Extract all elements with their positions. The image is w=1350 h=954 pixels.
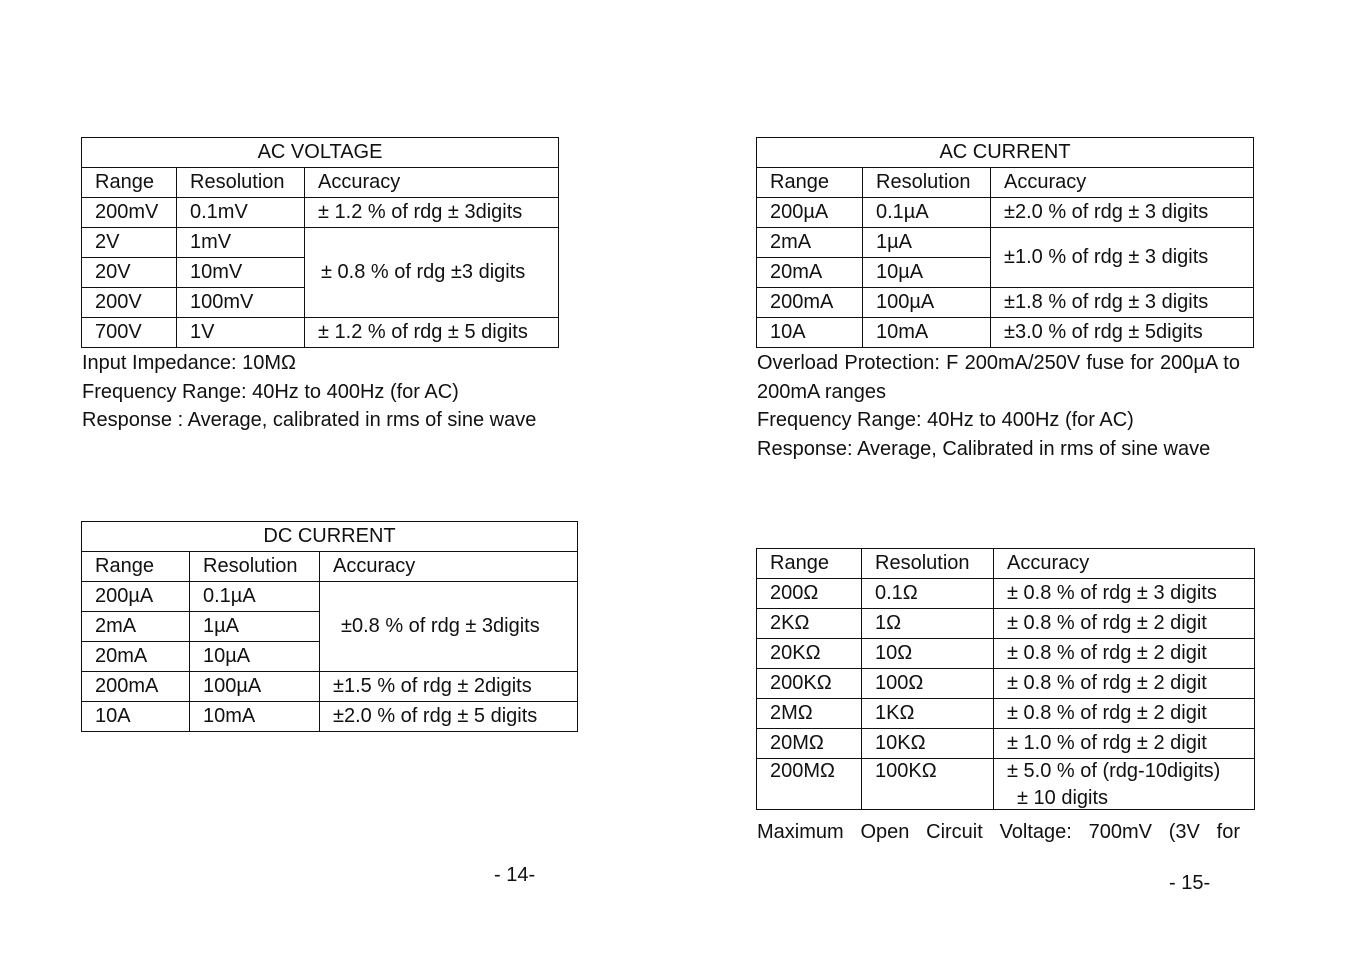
column-header-resolution: Resolution bbox=[862, 549, 994, 579]
column-header-range: Range bbox=[757, 549, 862, 579]
table-row bbox=[757, 198, 1254, 228]
resolution-cell: 1mV bbox=[177, 228, 305, 258]
range-cell: 700V bbox=[82, 318, 177, 348]
resolution-cell: 1V bbox=[177, 318, 305, 348]
table-row bbox=[757, 228, 1254, 258]
resolution-cell: 10µA bbox=[190, 642, 320, 672]
range-cell: 2mA bbox=[82, 612, 190, 642]
accuracy-cell: ± 0.8 % of rdg ± 3 digits bbox=[994, 579, 1255, 609]
range-cell: 200mA bbox=[757, 288, 863, 318]
range-cell: 200Ω bbox=[757, 579, 862, 609]
accuracy-cell: ± 0.8 % of rdg ±3 digits bbox=[305, 228, 559, 318]
accuracy-line: ± 10 digits bbox=[1017, 787, 1109, 809]
accuracy-cell: ±1.8 % of rdg ± 3 digits bbox=[991, 288, 1254, 318]
resolution-cell: 100µA bbox=[190, 672, 320, 702]
accuracy-cell bbox=[994, 759, 1255, 810]
range-cell: 2KΩ bbox=[757, 609, 862, 639]
table-row bbox=[757, 729, 1255, 759]
page-number-right: - 15- bbox=[1169, 872, 1211, 894]
range-cell: 20KΩ bbox=[757, 639, 862, 669]
ac-current-table bbox=[756, 137, 1254, 348]
ac-current-notes bbox=[757, 349, 1240, 464]
table-title: DC CURRENT bbox=[82, 522, 578, 552]
accuracy-cell: ±3.0 % of rdg ± 5digits bbox=[991, 318, 1254, 348]
note-text: Response : Average, calibrated in rms of sine wave bbox=[82, 409, 537, 432]
table-row bbox=[757, 639, 1255, 669]
resolution-cell: 10KΩ bbox=[862, 729, 994, 759]
range-cell: 200KΩ bbox=[757, 669, 862, 699]
range-cell: 2MΩ bbox=[757, 699, 862, 729]
range-cell: 200µA bbox=[82, 582, 190, 612]
table-title: AC VOLTAGE bbox=[82, 138, 559, 168]
resolution-cell: 100mV bbox=[177, 288, 305, 318]
column-header-range: Range bbox=[757, 168, 863, 198]
ac-voltage-notes bbox=[82, 349, 566, 435]
resolution-cell: 0.1Ω bbox=[862, 579, 994, 609]
column-header-range: Range bbox=[82, 552, 190, 582]
table-title-row bbox=[82, 522, 578, 552]
accuracy-cell: ±2.0 % of rdg ± 3 digits bbox=[991, 198, 1254, 228]
table-row bbox=[82, 318, 559, 348]
table-row bbox=[757, 759, 1255, 810]
table-row bbox=[757, 288, 1254, 318]
table-header-row bbox=[82, 552, 578, 582]
table-title-row bbox=[757, 138, 1254, 168]
table-title-row bbox=[82, 138, 559, 168]
note-text: Response: Average, Calibrated in rms of sine wave bbox=[757, 438, 1211, 461]
range-cell: 10A bbox=[757, 318, 863, 348]
accuracy-cell: ±1.0 % of rdg ± 3 digits bbox=[991, 228, 1254, 288]
range-cell: 20MΩ bbox=[757, 729, 862, 759]
resolution-cell: 100µA bbox=[863, 288, 991, 318]
resolution-cell: 1µA bbox=[190, 612, 320, 642]
dc-current-table bbox=[81, 521, 578, 732]
range-cell: 200mV bbox=[82, 198, 177, 228]
accuracy-cell: ± 0.8 % of rdg ± 2 digit bbox=[994, 639, 1255, 669]
note-text: Overload Protection: F 200mA/250V fuse for 200µA to 200mA ranges bbox=[757, 352, 1240, 403]
resolution-cell: 10µA bbox=[863, 258, 991, 288]
table-header-row bbox=[757, 168, 1254, 198]
table-header-row bbox=[82, 168, 559, 198]
resolution-cell: 0.1µA bbox=[190, 582, 320, 612]
range-cell: 200MΩ bbox=[757, 759, 862, 810]
table-row bbox=[82, 702, 578, 732]
accuracy-cell: ± 1.2 % of rdg ± 5 digits bbox=[305, 318, 559, 348]
column-header-resolution: Resolution bbox=[863, 168, 991, 198]
accuracy-cell: ± 1.0 % of rdg ± 2 digit bbox=[994, 729, 1255, 759]
table-row bbox=[82, 228, 559, 258]
ac-voltage-section bbox=[81, 137, 559, 348]
accuracy-cell: ± 1.2 % of rdg ± 3digits bbox=[305, 198, 559, 228]
note-text: Frequency Range: 40Hz to 400Hz (for AC) bbox=[757, 409, 1134, 432]
table-row bbox=[757, 579, 1255, 609]
table-row bbox=[82, 672, 578, 702]
range-cell: 200µA bbox=[757, 198, 863, 228]
table-row bbox=[757, 699, 1255, 729]
column-header-accuracy: Accuracy bbox=[991, 168, 1254, 198]
resolution-cell: 1Ω bbox=[862, 609, 994, 639]
page-number-left: - 14- bbox=[494, 864, 536, 886]
resolution-cell: 10mA bbox=[863, 318, 991, 348]
resolution-cell: 1µA bbox=[863, 228, 991, 258]
range-cell: 20V bbox=[82, 258, 177, 288]
resolution-cell: 10mV bbox=[177, 258, 305, 288]
resolution-cell: 10Ω bbox=[862, 639, 994, 669]
table-row bbox=[757, 669, 1255, 699]
table-row bbox=[82, 198, 559, 228]
range-cell: 20mA bbox=[82, 642, 190, 672]
table-row bbox=[82, 582, 578, 612]
resolution-cell: 0.1µA bbox=[863, 198, 991, 228]
resolution-cell: 10mA bbox=[190, 702, 320, 732]
column-header-resolution: Resolution bbox=[190, 552, 320, 582]
resistance-table bbox=[756, 548, 1255, 810]
table-header-row bbox=[757, 549, 1255, 579]
ac-current-section bbox=[756, 137, 1254, 348]
range-cell: 200mA bbox=[82, 672, 190, 702]
dc-current-section bbox=[81, 521, 578, 732]
column-header-accuracy: Accuracy bbox=[320, 552, 578, 582]
accuracy-cell: ± 0.8 % of rdg ± 2 digit bbox=[994, 699, 1255, 729]
table-title: AC CURRENT bbox=[757, 138, 1254, 168]
note-text: Maximum Open Circuit Voltage: 700mV (3V for bbox=[757, 821, 1240, 843]
range-cell: 2V bbox=[82, 228, 177, 258]
accuracy-cell: ±1.5 % of rdg ± 2digits bbox=[320, 672, 578, 702]
resistance-notes bbox=[757, 818, 1240, 847]
range-cell: 10A bbox=[82, 702, 190, 732]
column-header-accuracy: Accuracy bbox=[305, 168, 559, 198]
range-cell: 20mA bbox=[757, 258, 863, 288]
note-text: Input Impedance: 10MΩ bbox=[82, 352, 296, 374]
resolution-cell: 100KΩ bbox=[862, 759, 994, 810]
table-row bbox=[757, 318, 1254, 348]
column-header-resolution: Resolution bbox=[177, 168, 305, 198]
resolution-cell: 1KΩ bbox=[862, 699, 994, 729]
accuracy-cell: ± 0.8 % of rdg ± 2 digit bbox=[994, 609, 1255, 639]
column-header-accuracy: Accuracy bbox=[994, 549, 1255, 579]
accuracy-cell: ±2.0 % of rdg ± 5 digits bbox=[320, 702, 578, 732]
accuracy-cell: ± 0.8 % of rdg ± 2 digit bbox=[994, 669, 1255, 699]
resolution-cell: 100Ω bbox=[862, 669, 994, 699]
ac-voltage-table bbox=[81, 137, 559, 348]
accuracy-cell: ±0.8 % of rdg ± 3digits bbox=[320, 582, 578, 672]
column-header-range: Range bbox=[82, 168, 177, 198]
range-cell: 200V bbox=[82, 288, 177, 318]
table-row bbox=[757, 609, 1255, 639]
note-text: Frequency Range: 40Hz to 400Hz (for AC) bbox=[82, 380, 459, 403]
resolution-cell: 0.1mV bbox=[177, 198, 305, 228]
range-cell: 2mA bbox=[757, 228, 863, 258]
resistance-section bbox=[756, 548, 1255, 810]
accuracy-line: ± 5.0 % of (rdg-10digits) bbox=[1007, 760, 1221, 782]
